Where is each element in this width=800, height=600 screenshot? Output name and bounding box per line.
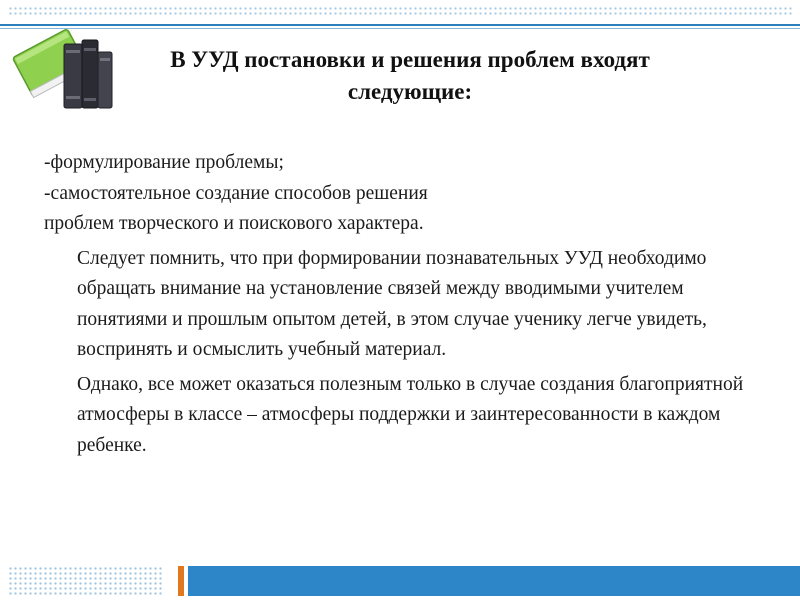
top-dotted-band	[8, 6, 792, 16]
paragraph-1: Следует помнить, что при формировании познавательных УУД необходимо обращать внимание на установление связей между вводимыми учителем понятиями и прошлым опытом детей, в этом случае ученику легче увидеть, воспринять и осмыслить учебный материал.	[77, 247, 707, 360]
slide-body	[44, 148, 774, 461]
bottom-dotted-band	[8, 566, 163, 596]
list-item: проблем творческого и поискового характера.	[44, 213, 424, 234]
title-line-2: следующие:	[347, 79, 473, 104]
bottom-orange-accent	[178, 566, 184, 596]
bottom-blue-bar	[188, 566, 800, 596]
slide-title	[100, 44, 720, 108]
title-line-1: В УУД постановки и решения проблем входят	[170, 47, 650, 72]
top-divider-line-thin	[0, 28, 800, 29]
list-item: -формулирование проблемы;	[44, 152, 284, 173]
paragraph-2: Однако, все может оказаться полезным только в случае создания благоприятной атмосферы в классе – атмосферы поддержки и заинтересованности в каждом ребенке.	[77, 373, 744, 456]
top-divider-line	[0, 24, 800, 26]
list-item: -самостоятельное создание способов решения	[44, 182, 428, 204]
